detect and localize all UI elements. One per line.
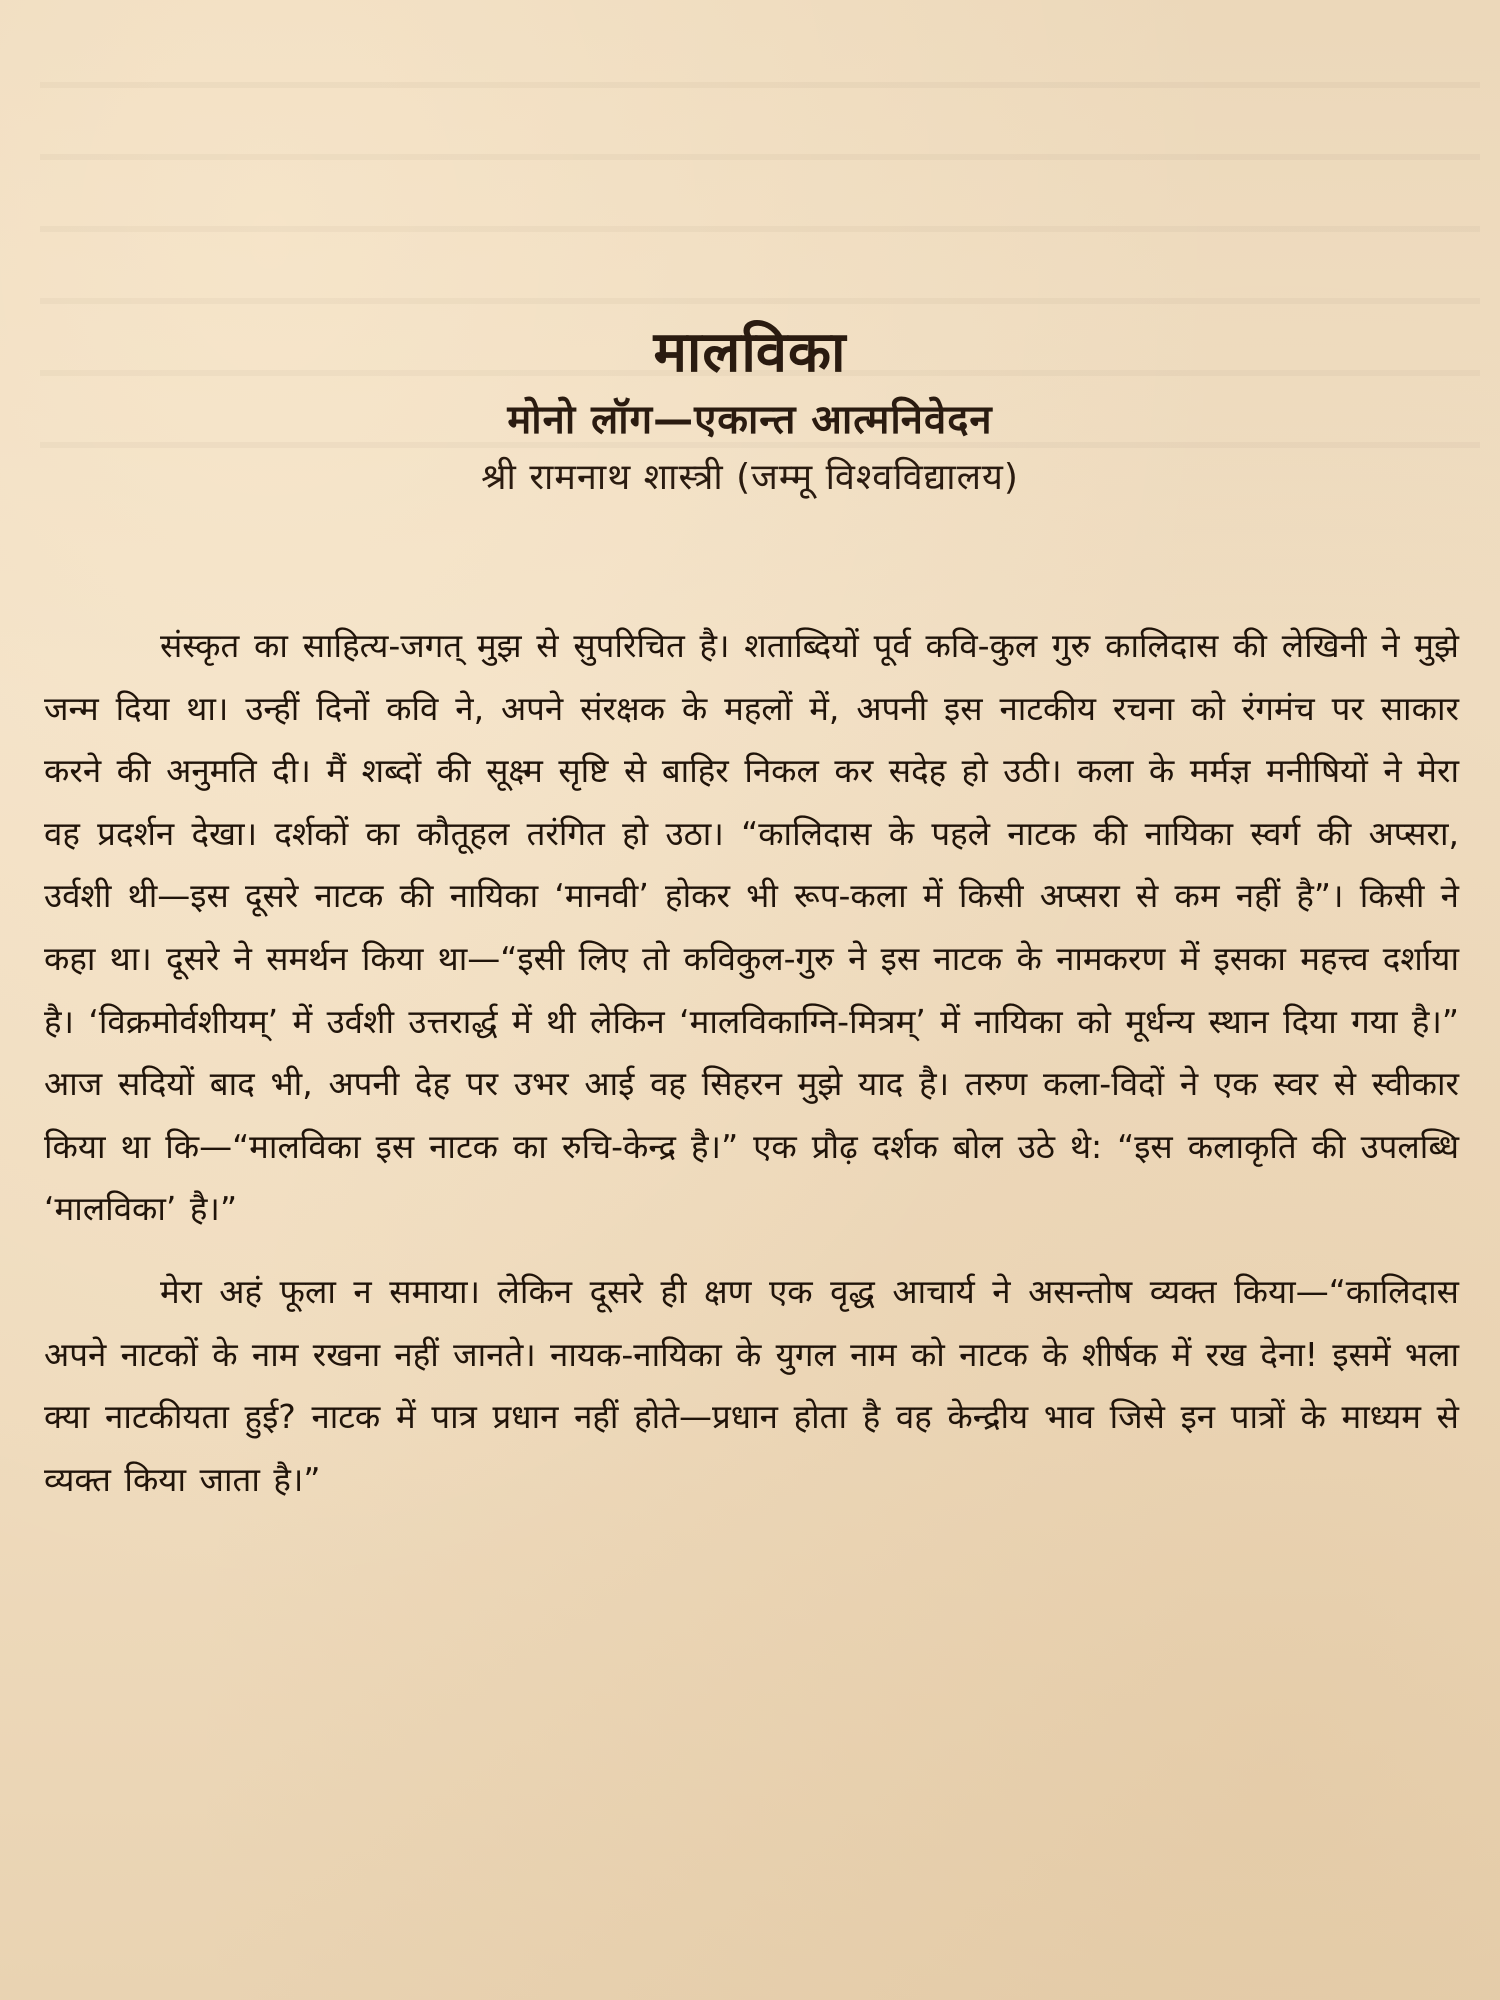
article-author: श्री रामनाथ शास्त्री (जम्मू विश्वविद्यालय) (481, 457, 1019, 498)
article-body (44, 615, 1459, 1511)
article-subtitle: मोनो लॉग—एकान्त आत्मनिवेदन (507, 397, 993, 443)
paragraph-2: मेरा अहं फूला न समाया। लेकिन दूसरे ही क्षण एक वृद्ध आचार्य ने असन्तोष व्यक्त किया—“कालिदास अपने नाटकों के नाम रखना नहीं जानते। नायक-नायिका के युगल नाम को नाटक के शीर्षक में रख देना! इसमें भला क्या नाटकीयता हुई? नाटक में पात्र प्रधान नहीं होते—प्रधान होता है वह केन्द्रीय भाव जिसे इन पात्रों के माध्यम से व्यक्त किया जाता है।” (44, 1271, 1459, 1499)
paragraph-1: संस्कृत का साहित्य-जगत् मुझ से सुपरिचित है। शताब्दियों पूर्व कवि-कुल गुरु कालिदास की लेखिनी ने मुझे जन्म दिया था। उन्हीं दिनों कवि ने, अपने संरक्षक के महलों में, अपनी इस नाटकीय रचना को रंगमंच पर साकार करने की अनुमति दी। मैं शब्दों की सूक्ष्म सृष्टि से बाहिर निकल कर सदेह हो उठी। कला के मर्मज्ञ मनीषियों ने मेरा वह प्रदर्शन देखा। दर्शकों का कौतूहल तरंगित हो उठा। “कालिदास के पहले नाटक की नायिका स्वर्ग की अप्सरा, उर्वशी थी—इस दूसरे नाटक की नायिका ‘मानवी’ होकर भी रूप-कला में किसी अप्सरा से कम नहीं है”। किसी ने कहा था। दूसरे ने समर्थन किया था—“इसी लिए तो कविकुल-गुरु ने इस नाटक के नामकरण में इसका महत्त्व दर्शाया है। ‘विक्रमोर्वशीयम्’ में उर्वशी उत्तरार्द्ध में थी लेकिन ‘मालविकाग्नि-मित्रम्’ में नायिका को मूर्धन्य स्थान दिया गया है।” आज सदियों बाद भी, अपनी देह पर उभर आई वह सिहरन मुझे याद है। तरुण कला-विदों ने एक स्वर से स्वीकार किया था कि—“मालविका इस नाटक का रुचि-केन्द्र है।” एक प्रौढ़ दर्शक बोल उठे थे: “इस कलाकृति की उपलब्धि ‘मालविका’ है।” (44, 626, 1459, 1229)
article-header (0, 318, 1500, 506)
article-title: मालविका (653, 320, 847, 385)
